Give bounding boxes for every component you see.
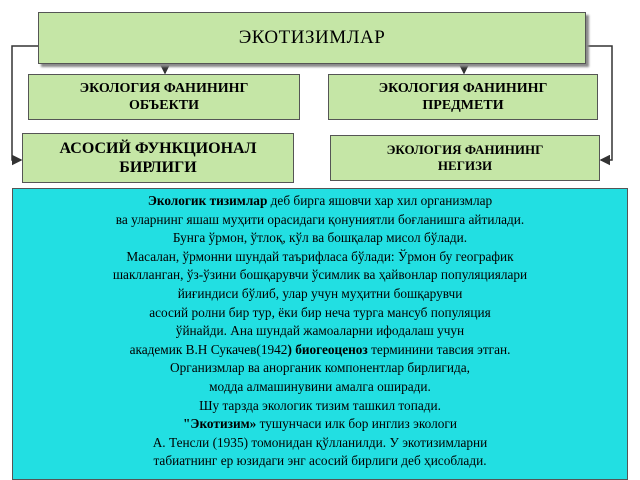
paragraph-line: "Экотизим» тушунчаси илк бор инглиз экологи	[183, 416, 457, 432]
ecology-subject-line1: ЭКОЛОГИЯ ФАНИНИНГ	[378, 81, 548, 96]
paragraph-line: академик В.Н Сукачев(1942) биогеоценоз терминини тавсия этган.	[129, 341, 511, 357]
definition-paragraph	[12, 188, 628, 480]
term-biogeocenosis: ) биогеоценоз	[287, 341, 368, 357]
ecology-basis-line2: НЕГИЗИ	[437, 158, 493, 173]
paragraph-line: Масалан, ўрмонни шундай таърифласа бўлади: Ўрмон бу географик	[126, 248, 514, 264]
term-ecological-systems: Экологик тизимлар	[147, 193, 268, 208]
paragraph-line: асосий ролни бир тур, ёки бир неча турга мансуб популяция	[149, 304, 491, 320]
paragraph-line: табиатнинг ер юзидаги энг асосий бирлиги деб ҳисоблади.	[153, 453, 487, 469]
ecology-object-line2: ОБЪЕКТИ	[128, 98, 200, 113]
paragraph-line: шаклланган, ўз-ўзини бошқарувчи ўсимлик ва ҳайвонлар популяциялари	[112, 267, 528, 283]
functional-unit-box	[22, 133, 294, 183]
paragraph-line: Бунга ўрмон, ўтлоқ, кўл ва бошқалар мисол бўлади.	[172, 230, 468, 246]
paragraph-line: Организмлар ва анорганик компонентлар бирлигида,	[170, 360, 470, 376]
paragraph-line: ўйнайди. Ана шундай жамоаларни ифодалаш учун	[175, 323, 465, 339]
paragraph-line: Шу тарзда экологик тизим ташкил топади.	[199, 397, 441, 413]
ecology-object-line1: ЭКОЛОГИЯ ФАНИНИНГ	[79, 81, 249, 96]
term-ecosystem: "Экотизим»	[183, 416, 257, 432]
ecology-basis-line1: ЭКОЛОГИЯ ФАНИНИНГ	[386, 142, 544, 157]
paragraph-line: модда алмашинувини амалга оширади.	[209, 378, 431, 394]
ecology-subject-box	[328, 74, 598, 120]
paragraph-line: ва уларнинг яшаш муҳити орасидаги қонуниятли боғланишга айтилади.	[115, 211, 525, 227]
paragraph-line: йиғиндиси бўлиб, улар учун муҳитни бошқарувчи	[177, 285, 463, 301]
ecology-object-box	[28, 74, 300, 120]
ecosystems-title-box	[38, 12, 586, 64]
functional-unit-line1: АСОСИЙ ФУНКЦИОНАЛ	[59, 140, 257, 157]
paragraph-line: А. Тенсли (1935) томонидан қўлланилди. У экотизимларни	[152, 434, 488, 450]
functional-unit-line2: БИРЛИГИ	[119, 159, 197, 176]
ecology-basis-box	[330, 135, 600, 181]
paragraph-line: Экологик тизимлар деб бирга яшовчи хар хил организмлар	[147, 193, 493, 208]
ecosystems-title: ЭКОТИЗИМЛАР	[238, 27, 386, 48]
ecology-subject-line2: ПРЕДМЕТИ	[422, 98, 504, 113]
